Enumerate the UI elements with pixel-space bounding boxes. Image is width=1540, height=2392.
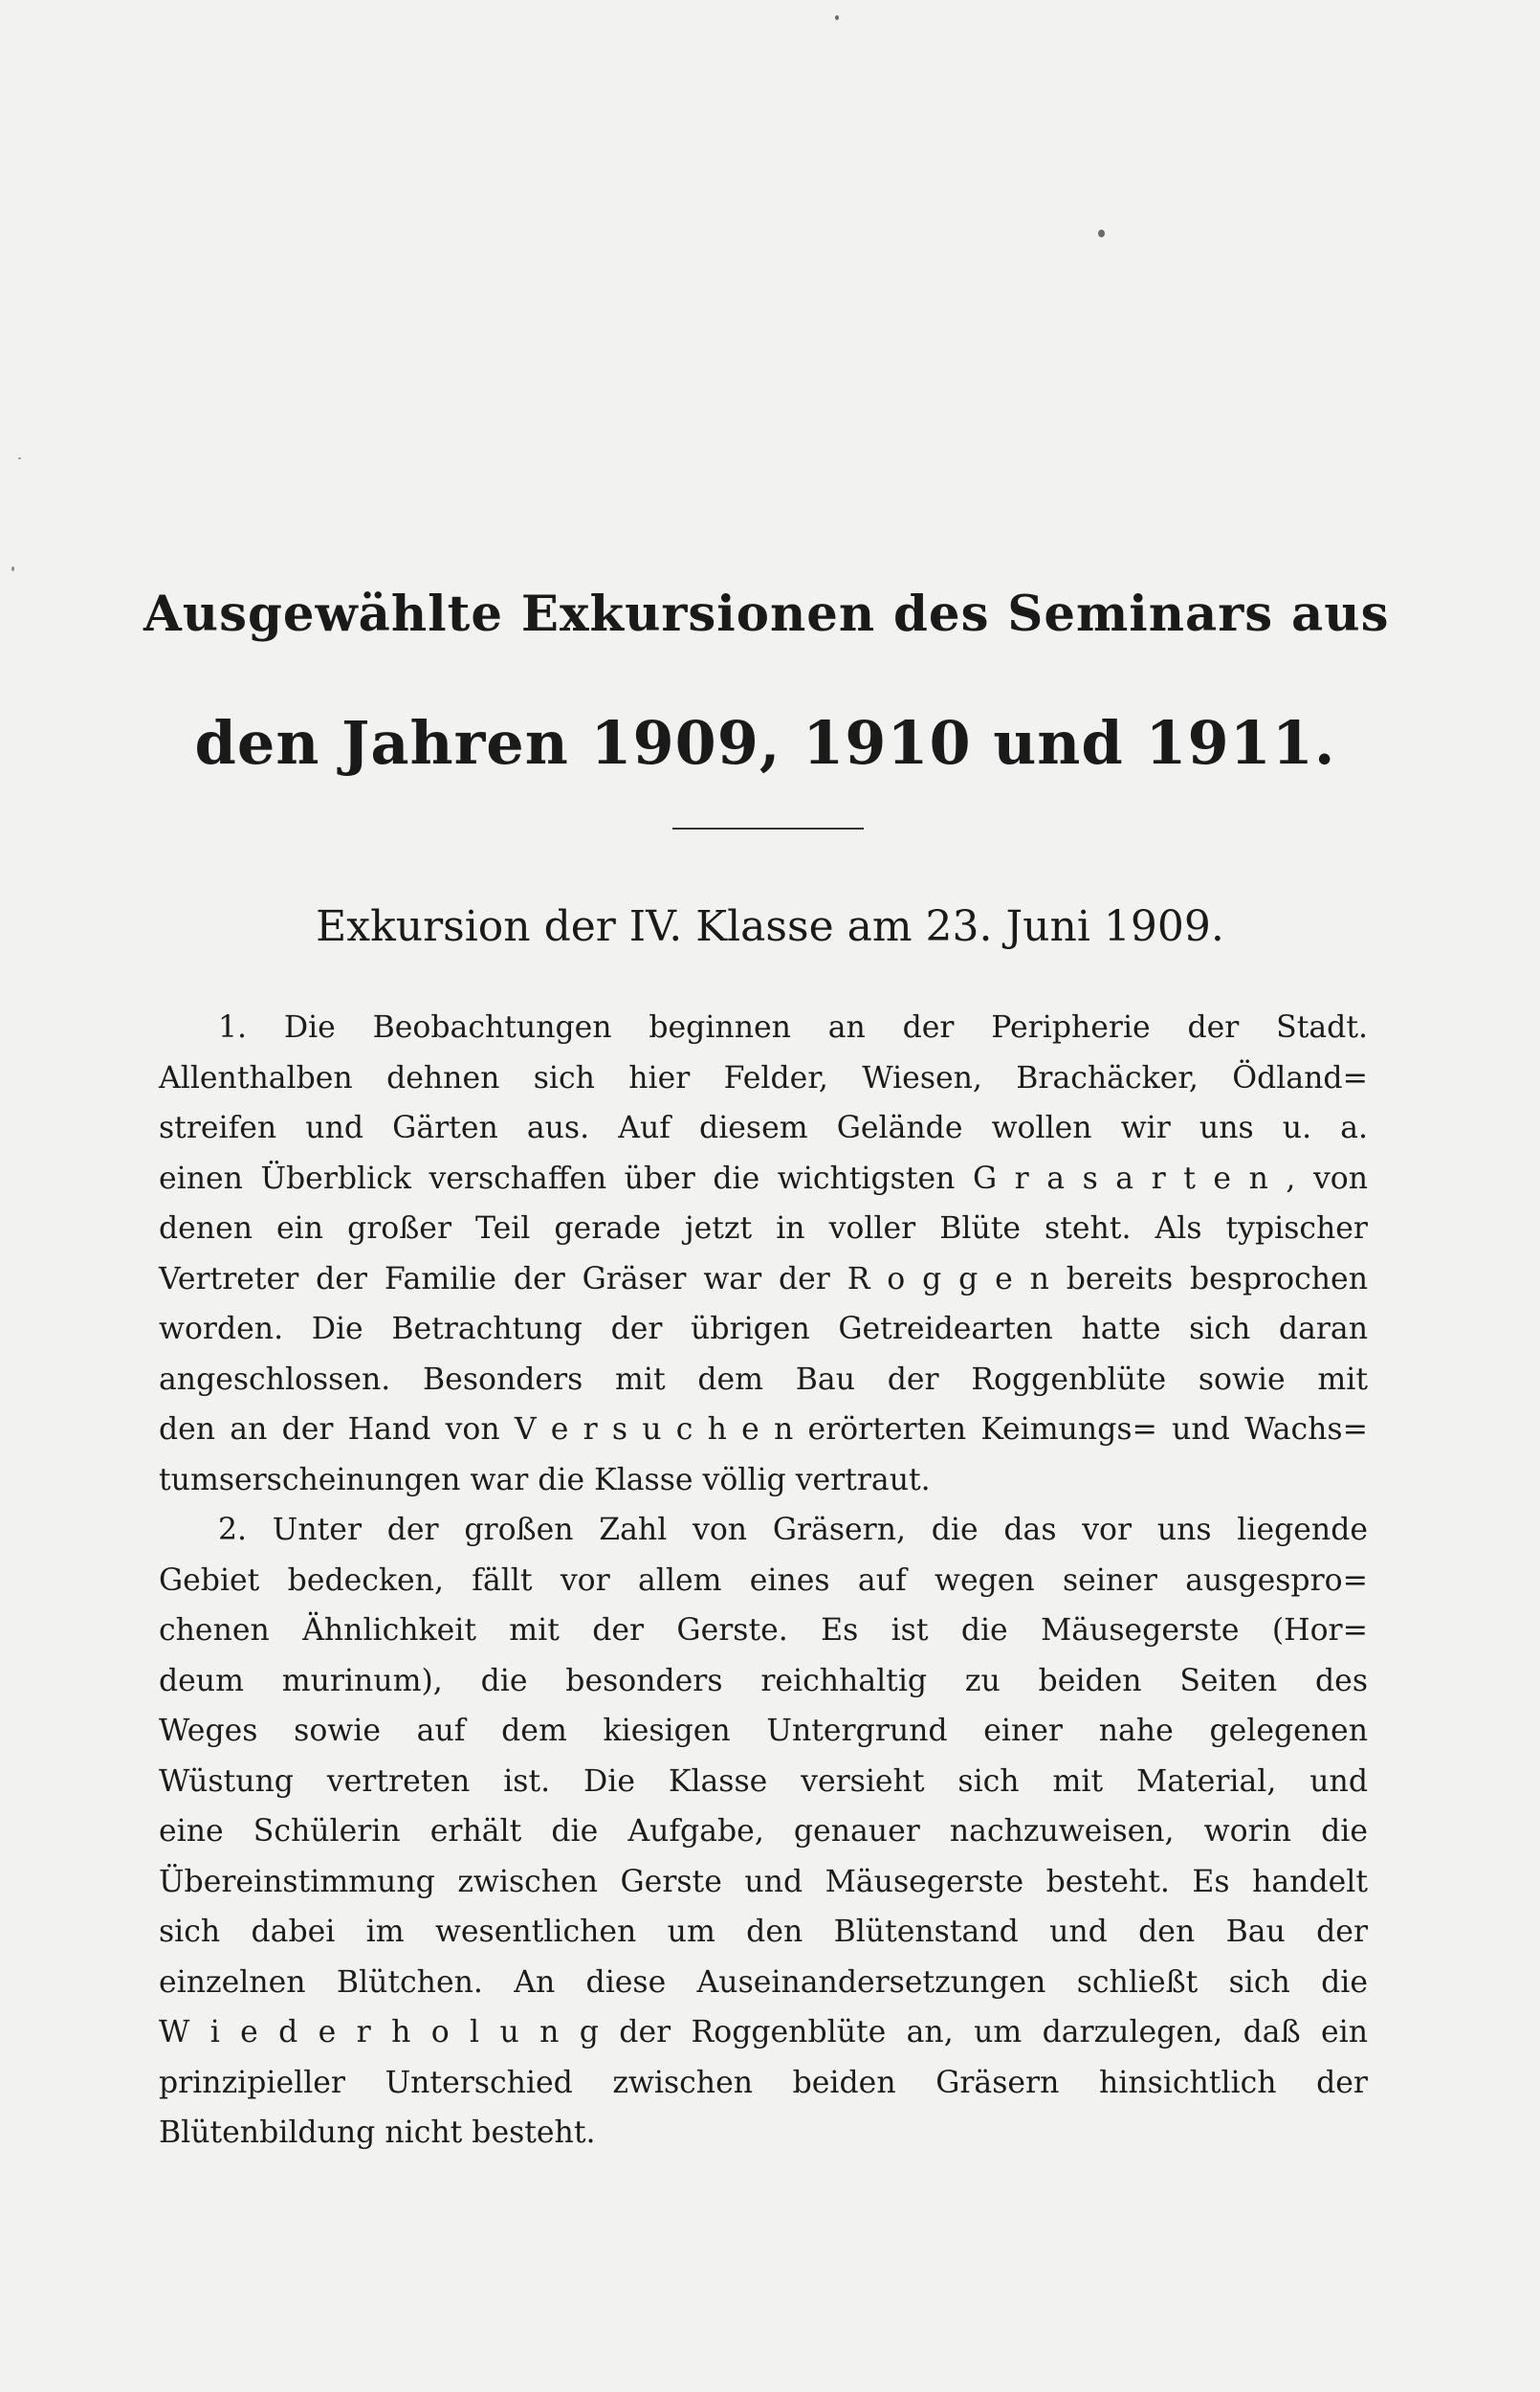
text-line: Übereinstimmung zwischen Gerste und Mäusegerste besteht. Es handelt: [159, 1864, 1368, 1899]
text-line: einen Überblick verschaffen über die wichtigsten G r a s a r t e n , von: [159, 1161, 1368, 1196]
text-line: 2. Unter der großen Zahl von Gräsern, die das vor uns liegende: [218, 1513, 1368, 1547]
text-line: Vertreter der Familie der Gräser war der R o g g e n bereits besprochen: [159, 1261, 1368, 1296]
text-line: Weges sowie auf dem kiesigen Untergrund einer nahe gelegenen: [159, 1714, 1368, 1748]
text-line: angeschlossen. Besonders mit dem Bau der Roggenblüte sowie mit: [159, 1362, 1368, 1397]
text-line: den an der Hand von V e r s u c h e n erörterten Keimungs= und Wachs=: [159, 1412, 1368, 1447]
ink-speck: [18, 457, 21, 459]
page-title-line-2: den Jahren 1909, 1910 und 1911.: [194, 708, 1336, 778]
ink-speck: [1098, 230, 1105, 237]
paragraph-1: [159, 1003, 1368, 1505]
page-title-line-1: Ausgewählte Exkursionen des Seminars aus: [143, 586, 1390, 643]
text-line: Blütenbildung nicht besteht.: [159, 2115, 596, 2150]
text-line: einzelnen Blütchen. An diese Auseinandersetzungen schließt sich die: [159, 1964, 1368, 2000]
text-line: W i e d e r h o l u n g der Roggenblüte an, um darzulegen, daß ein: [159, 2015, 1368, 2049]
text-line: eine Schülerin erhält die Aufgabe, genauer nachzuweisen, worin die: [159, 1814, 1368, 1849]
text-line: worden. Die Betrachtung der übrigen Getreidearten hatte sich daran: [159, 1312, 1368, 1346]
text-line: denen ein großer Teil gerade jetzt in voller Blüte steht. Als typischer: [159, 1211, 1368, 1246]
text-line: tumserscheinungen war die Klasse völlig vertraut.: [159, 1462, 931, 1497]
ink-speck: [11, 566, 14, 571]
body-text: [159, 1003, 1368, 2159]
text-line: deum murinum), die besonders reichhaltig zu beiden Seiten des: [159, 1663, 1368, 1698]
text-line: chenen Ähnlichkeit mit der Gerste. Es ist die Mäusegerste (Hor=: [159, 1613, 1368, 1648]
ink-speck: [835, 15, 839, 20]
excursion-heading: Exkursion der IV. Klasse am 23. Juni 1909.: [316, 902, 1224, 951]
text-line: sich dabei im wesentlichen um den Blütenstand und den Bau der: [159, 1915, 1368, 1949]
title-divider: [672, 828, 864, 830]
text-line: 1. Die Beobachtungen beginnen an der Peripherie der Stadt.: [218, 1010, 1368, 1045]
text-line: streifen und Gärten aus. Auf diesem Gelände wollen wir uns u. a.: [159, 1111, 1368, 1145]
text-line: Gebiet bedecken, fällt vor allem eines auf wegen seiner ausgespro=: [159, 1562, 1368, 1598]
paragraph-2: [159, 1505, 1368, 2159]
text-line: Allenthalben dehnen sich hier Felder, Wiesen, Brachäcker, Ödland=: [159, 1060, 1368, 1096]
text-line: Wüstung vertreten ist. Die Klasse versieht sich mit Material, und: [159, 1763, 1368, 1799]
text-line: prinzipieller Unterschied zwischen beiden Gräsern hinsichtlich der: [159, 2065, 1368, 2100]
